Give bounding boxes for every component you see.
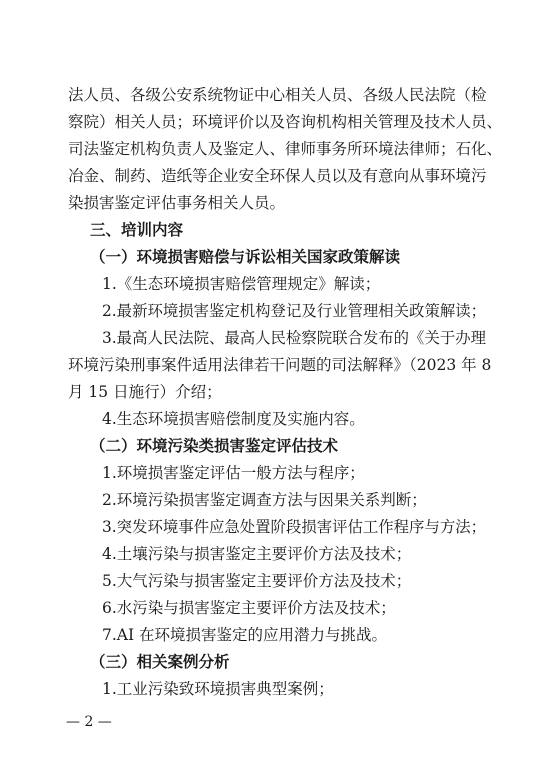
subsection-heading-1: （一）环境损害赔偿与诉讼相关国家政策解读 bbox=[90, 247, 401, 266]
paragraph-line: 司法鉴定机构负责人及鉴定人、律师事务所环境法律师；石化、 bbox=[68, 140, 503, 158]
list-item-continuation: 环境污染刑事案件适用法律若干问题的司法解释》（2023 年 8 bbox=[68, 356, 492, 374]
list-item: 5.大气污染与损害鉴定主要评价方法及技术； bbox=[102, 572, 412, 590]
subsection-heading-2: （二）环境污染类损害鉴定评估技术 bbox=[90, 436, 339, 455]
page-number: — 2 — bbox=[66, 714, 112, 730]
list-item: 1.《生态环境损害赔偿管理规定》解读； bbox=[102, 275, 381, 293]
section-heading: 三、培训内容 bbox=[90, 221, 184, 239]
list-item: 2.最新环境损害鉴定机构登记及行业管理相关政策解读； bbox=[102, 302, 486, 320]
list-item: 4.生态环境损害赔偿制度及实施内容。 bbox=[102, 410, 365, 428]
list-item: 3.最高人民法院、最高人民检察院联合发布的《关于办理 bbox=[102, 329, 486, 347]
subsection-heading-3: （三）相关案例分析 bbox=[90, 652, 230, 671]
paragraph-line: 法人员、各级公安系统物证中心相关人员、各级人民法院（检 bbox=[68, 86, 487, 104]
list-item: 1.环境损害鉴定评估一般方法与程序； bbox=[102, 464, 365, 482]
list-item: 6.水污染与损害鉴定主要评价方法及技术； bbox=[102, 599, 396, 617]
list-item: 2.环境污染损害鉴定调查方法与因果关系判断； bbox=[102, 491, 427, 509]
list-item: 7.AI 在环境损害鉴定的应用潜力与挑战。 bbox=[102, 626, 388, 644]
list-item: 4.土壤污染与损害鉴定主要评价方法及技术； bbox=[102, 545, 412, 563]
paragraph-line: 冶金、制药、造纸等企业安全环保人员以及有意向从事环境污 bbox=[68, 167, 487, 185]
list-item: 3.突发环境事件应急处置阶段损害评估工作程序与方法； bbox=[102, 518, 486, 536]
paragraph-line: 察院）相关人员；环境评价以及咨询机构相关管理及技术人员、 bbox=[68, 113, 503, 131]
list-item: 1.工业污染致环境损害典型案例； bbox=[102, 680, 334, 698]
list-item-continuation: 月 15 日施行）介绍； bbox=[68, 383, 222, 401]
paragraph-line: 染损害鉴定评估事务相关人员。 bbox=[68, 194, 286, 212]
